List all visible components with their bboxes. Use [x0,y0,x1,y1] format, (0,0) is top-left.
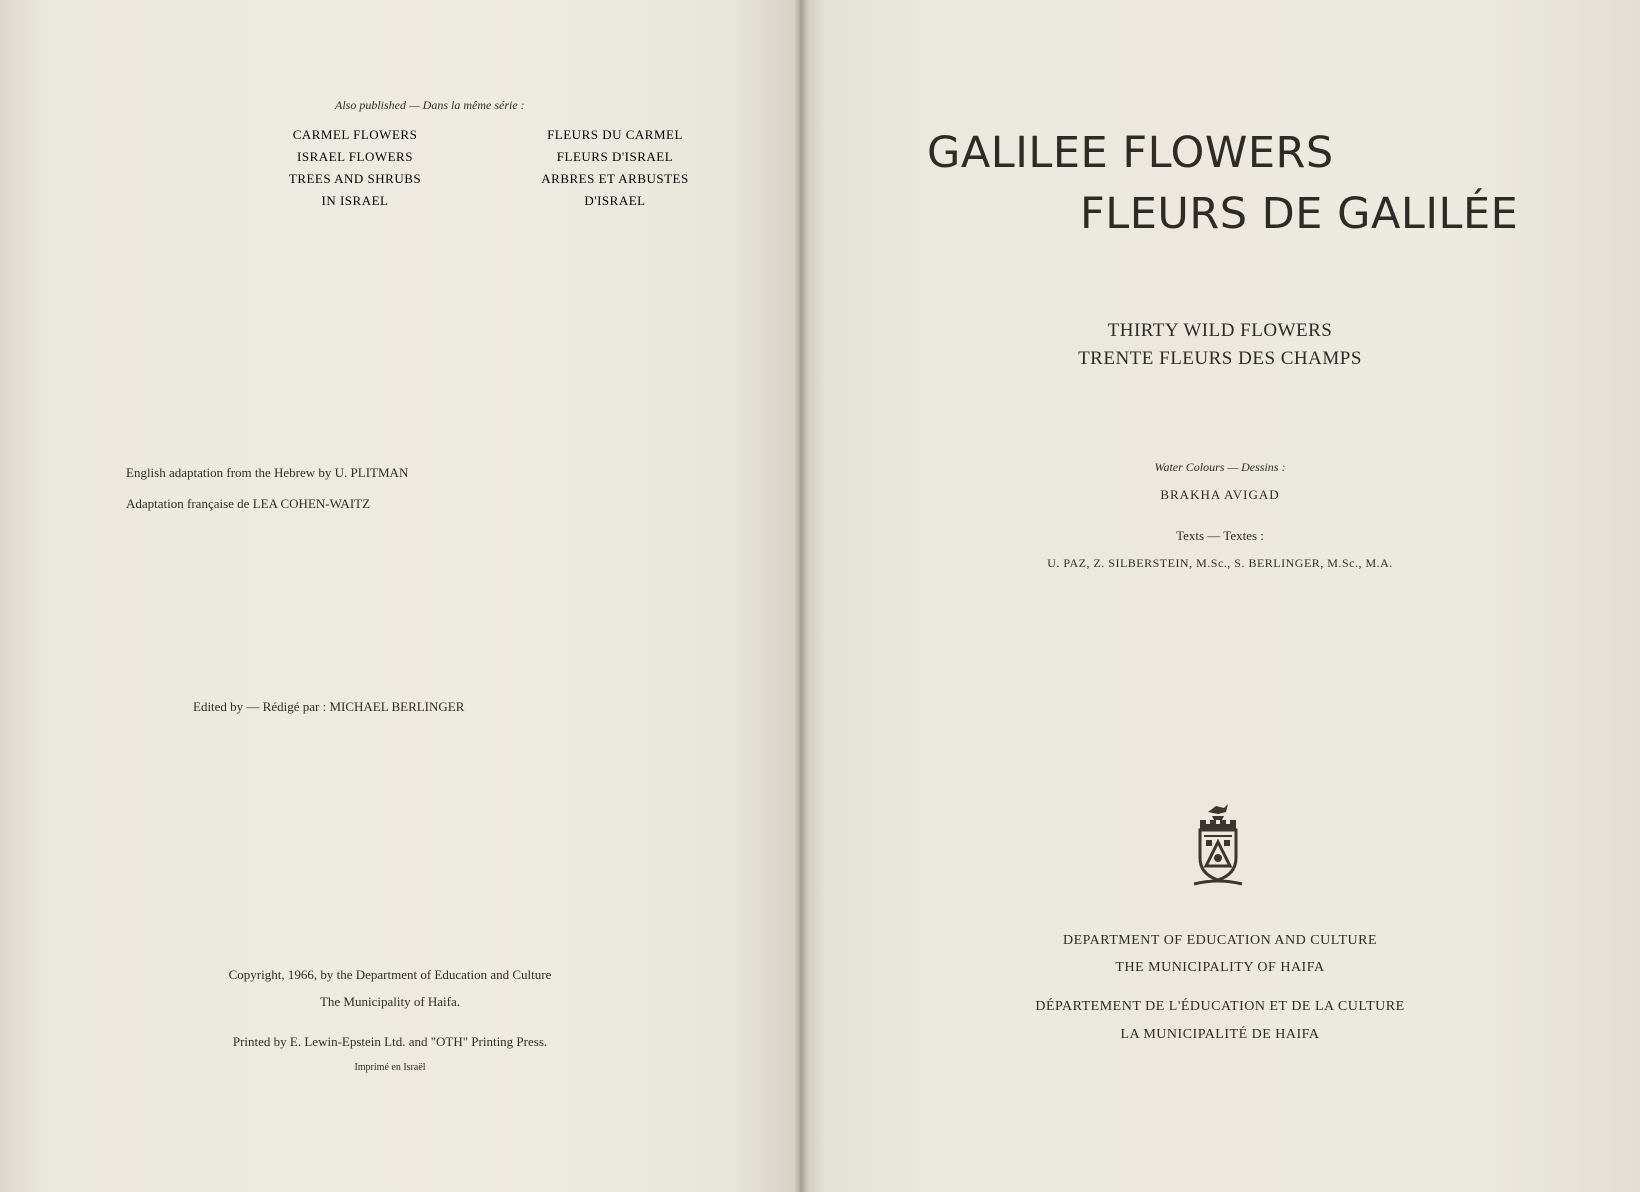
copyright-line-1: Copyright, 1966, by the Department of Education and Culture [228,967,552,982]
copyright-line-2: The Municipality of Haifa. [319,994,461,1009]
subtitle-french: TRENTE FLEURS DES CHAMPS [1078,348,1362,369]
subtitle-english: THIRTY WILD FLOWERS [1107,320,1333,341]
texts-authors: U. PAZ, Z. SILBERSTEIN, M.Sc., S. BERLINGER, M.Sc., M.A. [1047,556,1393,570]
series-item: TREES AND SHRUBS [288,171,422,186]
series-item: FLEURS D'ISRAEL [556,149,674,164]
series-item: D'ISRAEL [584,193,646,208]
adaptation-french: Adaptation française de LEA COHEN-WAITZ [126,496,371,511]
series-item: IN ISRAEL [321,193,389,208]
series-item: FLEURS DU CARMEL [547,127,683,142]
printed-by: Printed by E. Lewin-Epstein Ltd. and "OTH" Printing Press. [232,1034,548,1049]
series-item: CARMEL FLOWERS [292,127,418,142]
series-item: ISRAEL FLOWERS [297,149,413,164]
dept-french-line-1: DÉPARTEMENT DE L'ÉDUCATION ET DE LA CULTURE [1035,999,1405,1014]
series-list-english [255,124,455,212]
printed-in: Imprimé en Israël [354,1062,426,1073]
left-page [0,0,810,1192]
also-published-label: Also published — Dans la même série : [335,98,525,112]
watercolours-artist: BRAKHA AVIGAD [1160,487,1280,502]
watercolours-label: Water Colours — Dessins : [1154,460,1286,474]
dept-english-line-2: THE MUNICIPALITY OF HAIFA [1115,960,1325,975]
dept-english-line-1: DEPARTMENT OF EDUCATION AND CULTURE [1062,933,1378,948]
adaptation-english: English adaptation from the Hebrew by U. PLITMAN [126,465,409,480]
series-item: ARBRES ET ARBUSTES [541,171,689,186]
title-english: GALILEE FLOWERS [927,128,1334,178]
texts-label: Texts — Textes : [1176,528,1264,543]
title-french: FLEURS DE GALILÉE [1080,189,1519,239]
edited-by: Edited by — Rédigé par : MICHAEL BERLINGER [193,699,465,714]
series-list-french [510,124,720,212]
dept-french-line-2: LA MUNICIPALITÉ DE HAIFA [1120,1027,1320,1042]
haifa-coat-of-arms-icon [1190,800,1246,888]
